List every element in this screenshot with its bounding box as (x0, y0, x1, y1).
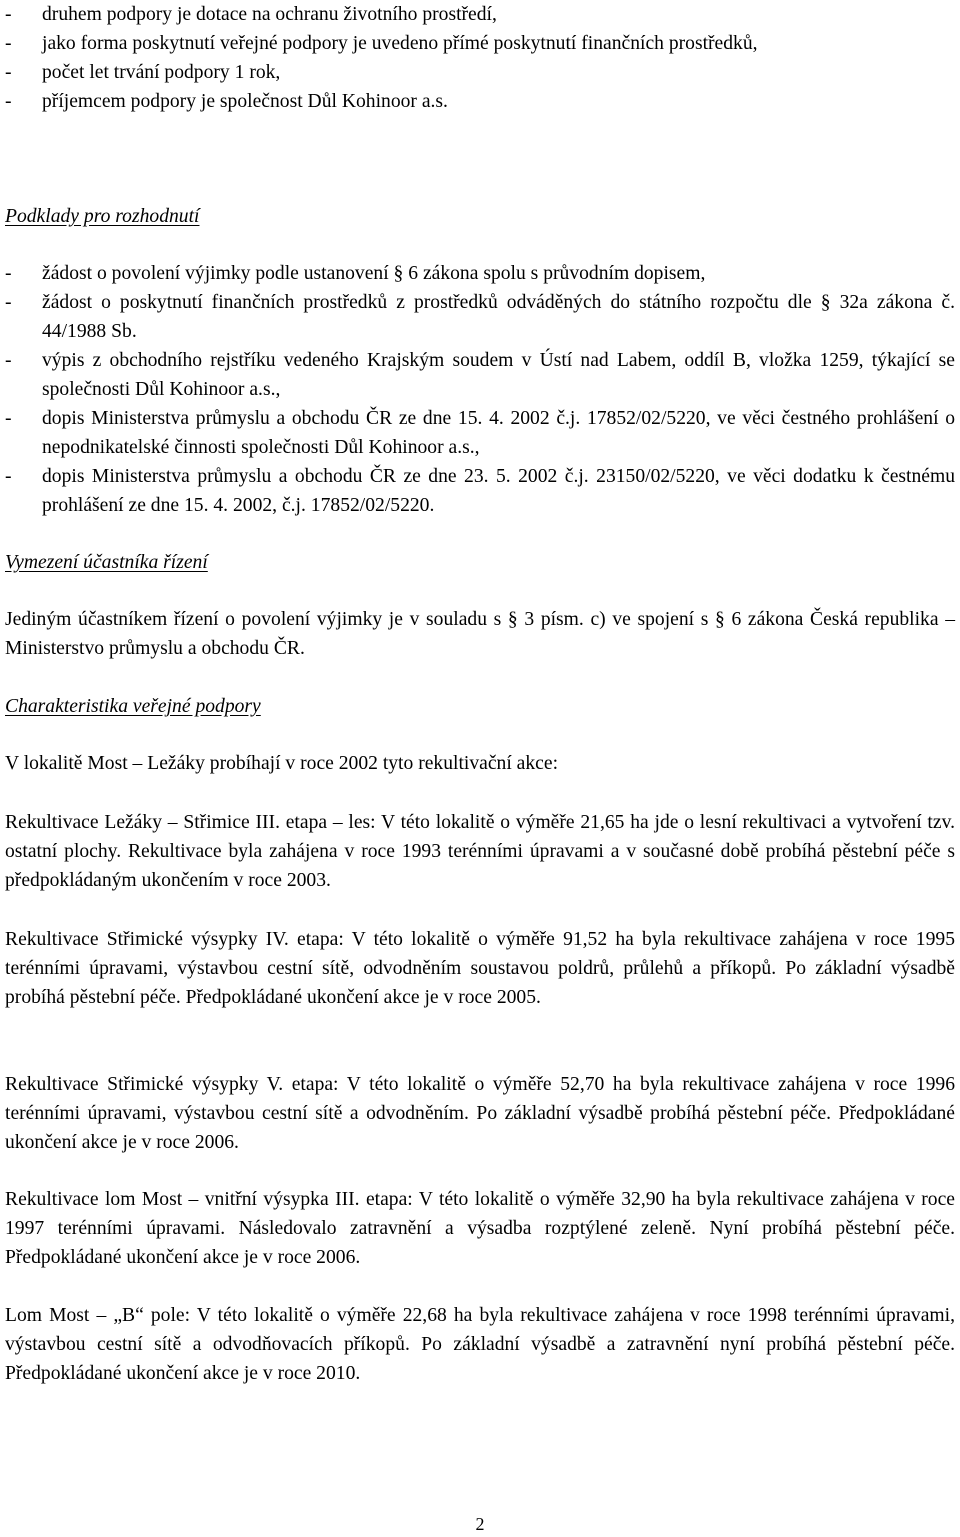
page-number: 2 (475, 1514, 485, 1534)
participant-paragraph: Jediným účastníkem řízení o povolení výjimky je v souladu s § 3 písm. c) ve spojení s § 6 zákona Česká republika – Ministerstvo průmyslu a obchodu ČR. (5, 609, 955, 659)
paragraph-strimice-iv: Rekultivace Střimické výsypky IV. etapa: V této lokalitě o výměře 91,52 ha byla rekultivace zahájena v roce 1995 terénními úpravami, výstavbou cestní sítě, odvodněním soustavou poldrů, průlehů a příkopů. Po základní výsadbě probíhá pěstební péče. Předpokládané ukončení akce je v roce 2005. (5, 929, 955, 1008)
list-item: - žádost o povolení výjimky podle ustanovení § 6 zákona spolu s průvodním dopisem, (5, 259, 955, 288)
list-item: - počet let trvání podpory 1 rok, (5, 58, 955, 87)
section-heading-podklady: Podklady pro rozhodnutí (5, 206, 200, 227)
support-details-list (5, 0, 955, 116)
intro-paragraph: V lokalitě Most – Ležáky probíhají v roce 2002 tyto rekultivační akce: (5, 753, 559, 774)
list-dash: - (5, 292, 12, 313)
list-item: - výpis z obchodního rejstříku vedeného Krajským soudem v Ústí nad Labem, oddíl B, vložka 1259, týkající se společnosti Důl Kohinoor a.s., (5, 346, 955, 404)
documents-list (5, 259, 955, 520)
list-item: - žádost o poskytnutí finančních prostředků z prostředků odváděných do státního rozpočtu dle § 32a zákona č. 44/1988 Sb. (5, 288, 955, 346)
list-item: - dopis Ministerstva průmyslu a obchodu ČR ze dne 15. 4. 2002 č.j. 17852/02/5220, ve věci čestného prohlášení o nepodnikatelské činnosti společnosti Důl Kohinoor a.s., (5, 404, 955, 462)
list-dash: - (5, 4, 12, 25)
list-dash: - (5, 263, 12, 284)
paragraph-lom-most: Rekultivace lom Most – vnitřní výsypka III. etapa: V této lokalitě o výměře 32,90 ha byla rekultivace zahájena v roce 1997 terénními úpravami. Následovalo zatravnění a výsadba rozptýlené zeleně. Nyní probíhá pěstební péče. Předpokládané ukončení akce je v roce 2006. (5, 1189, 955, 1268)
list-item: - dopis Ministerstva průmyslu a obchodu ČR ze dne 23. 5. 2002 č.j. 23150/02/5220, ve věci dodatku k čestnému prohlášení ze dne 15. 4. 2002, č.j. 17852/02/5220. (5, 462, 955, 520)
paragraph-b-pole: Lom Most – „B“ pole: V této lokalitě o výměře 22,68 ha byla rekultivace zahájena v roce 1998 terénními úpravami, výstavbou cestní sítě a odvodňovacích příkopů. Po základní výsadbě a zatravnění nyní probíhá pěstební péče. Předpokládané ukončení akce je v roce 2010. (5, 1305, 955, 1384)
list-dash: - (5, 62, 12, 83)
list-item: - jako forma poskytnutí veřejné podpory je uvedeno přímé poskytnutí finančních prostředků, (5, 29, 955, 58)
list-item: - druhem podpory je dotace na ochranu životního prostředí, (5, 0, 955, 29)
list-dash: - (5, 408, 12, 429)
list-dash: - (5, 466, 12, 487)
paragraph-lezaky: Rekultivace Ležáky – Střimice III. etapa – les: V této lokalitě o výměře 21,65 ha jde o lesní rekultivaci a vytvoření tzv. ostatní plochy. Rekultivace byla zahájena v roce 1993 terénními úpravami a v současné době probíhá pěstební péče s předpokládaným ukončením v roce 2003. (5, 812, 955, 891)
list-dash: - (5, 91, 12, 112)
section-heading-charakteristika: Charakteristika veřejné podpory (5, 696, 261, 717)
section-heading-vymezeni: Vymezení účastníka řízení (5, 552, 208, 573)
list-dash: - (5, 33, 12, 54)
paragraph-strimice-v: Rekultivace Střimické výsypky V. etapa: V této lokalitě o výměře 52,70 ha byla rekultivace zahájena v roce 1996 terénními úpravami, výstavbou cestní sítě a odvodněním. Po základní výsadbě probíhá pěstební péče. Předpokládané ukončení akce je v roce 2006. (5, 1074, 955, 1153)
list-dash: - (5, 350, 12, 371)
list-item: - příjemcem podpory je společnost Důl Kohinoor a.s. (5, 87, 955, 116)
